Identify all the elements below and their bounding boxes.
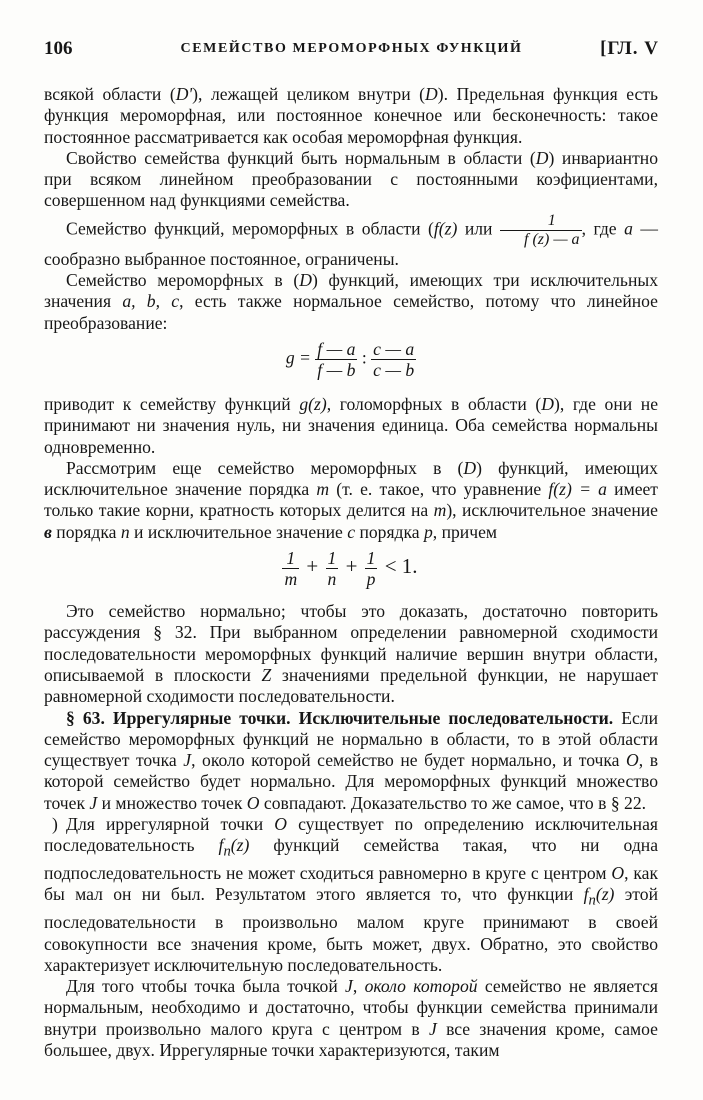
paragraph-6: Рассмотрим еще семейство мероморфных в (D) функций, имеющих исключительное значение порядка m (т. е. такое, что уравнение f(z) = a имеет только такие корни, кратность которых делится на m), исключительное значение в порядка n и исключительное значение c порядка p, причем — [44, 457, 658, 542]
paragraph-9: ) Для иррегулярной точки O существует по определению исключительная последовательность $f_n(z)$ функций семейства такая, что ни одна подпоследовательность не может сходиться равномерно в круге с центром O, как бы мал он ни был. Результатом этого является то, что функции $f_n(z)$ этой последовательности в произвольно малом круге принимают в своей совокупности все значения кроме, быть может, двух. Обратно, это свойство характеризует исключительную последовательность. — [44, 814, 658, 976]
page-header — [44, 38, 659, 66]
formula-inequality: $\frac{1}{m}$ + $\frac{1}{n}$ + $\frac{1}{p}$ < 1. — [284, 548, 418, 590]
paragraph-4: Семейство мероморфных в (D) функций, имеющих три исключительных значения a, b, c, есть также нормальное семейство, потому что линейное преобразование: — [44, 270, 658, 333]
chapter-marker: [ГЛ. V — [600, 38, 659, 59]
fraction-1: $\frac{f — a}{f — b}$ — [317, 338, 356, 380]
paragraph-2: Свойство семейства функций быть нормальным в области (D) инвариантно при всяком линейном преобразовании с постоянными коэфициентами, совершенном над функциями семейства. — [44, 147, 658, 211]
page-body — [44, 84, 658, 1061]
section-heading: § 63. Иррегулярные точки. Исключительные последовательности. — [66, 707, 614, 728]
margin-mark: ) — [52, 814, 58, 835]
inline-fraction: $\frac{1}{f (z) — a}$ — [500, 212, 582, 249]
paragraph-5: приводит к семейству функций g(z), голоморфных в области (D), где они не принимают ни значения нуль, ни значения единица. Оба семейства нормальны одновременно. — [44, 393, 659, 457]
fraction-2: $\frac{c — a}{c — b}$ — [373, 338, 415, 380]
page-number: 106 — [44, 38, 73, 59]
running-title: СЕМЕЙСТВО МЕРОМОРФНЫХ ФУНКЦИЙ — [180, 41, 523, 56]
paragraph-3: Семейство функций, мероморфных в области (f(z) или $\frac{1}{f (z) — a}$ , где a — сообразно выбранное постоянное, ограничены. — [44, 211, 658, 269]
formula-linear-transform: g = $\frac{f — a}{f — b}$ : $\frac{c — a}{c — b}$ — [285, 338, 415, 380]
paragraph-1: всякой области (D'), лежащей целиком внутри (D). Предельная функция есть функция мероморфная, или постоянное конечное или бесконечность: такое постоянное рассматривается как особая мероморфная функция. — [44, 84, 658, 147]
paragraph-8-section-63: § 63. Иррегулярные точки. Исключительные последовательности. Если семейство мероморфных функций не нормально в области, то в этой области существует точка J, около которой семейство не будет нормально, и точка O, в которой семейство будет нормально. Для мероморфных функций множество точек J и множество точек O совпадают. Доказательство то же самое, что в § 22. — [44, 707, 658, 813]
paragraph-10: Для того чтобы точка была точкой J, около которой семейство не является нормальным, необходимо и достаточно, чтобы функции семейства принимали внутри произвольно малого круга с центром в J все значения кроме, самое большее, двух. Иррегулярные точки характеризуются, таким — [44, 976, 659, 1061]
paragraph-7: Это семейство нормально; чтобы это доказать, достаточно повторить рассуждения § 32. При выбранном определении равномерной сходимости последовательности мероморфных функций наличие вершин внутри области, описываемой в плоскости Z значениями предельной функции, не нарушает равномерной сходимости последовательности. — [44, 601, 658, 707]
